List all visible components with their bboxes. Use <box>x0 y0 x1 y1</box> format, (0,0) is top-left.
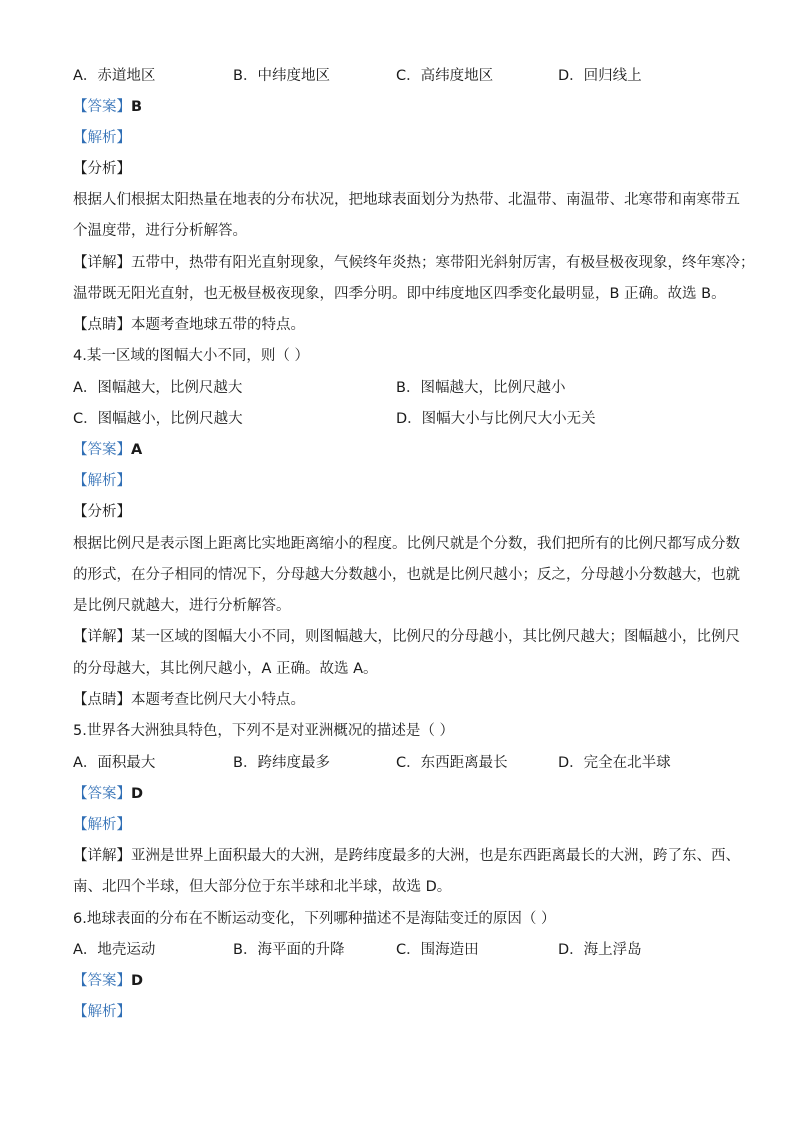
q3-option-a: A．赤道地区 <box>73 68 156 84</box>
q4-option-c: C．图幅越小，比例尺越大 <box>73 411 243 427</box>
q4-fenxi-label: 【分析】 <box>73 504 131 520</box>
q5-answer: D <box>131 786 144 802</box>
q4-point-line <box>73 690 723 710</box>
q4-option-d: D．图幅大小与比例尺大小无关 <box>396 411 596 427</box>
detail-label: 【详解】 <box>73 629 131 645</box>
q4-point-text: 本题考查比例尺大小特点。 <box>131 692 305 708</box>
q3-point-text: 本题考查地球五带的特点。 <box>131 317 305 333</box>
q4-fenxi-line-3: 是比例尺就越大，进行分析解答。 <box>73 598 291 614</box>
q4-answer-line <box>73 440 723 460</box>
q5-analysis-label: 【解析】 <box>73 817 131 833</box>
point-label: 【点睛】 <box>73 317 131 333</box>
q3-answer-line <box>73 97 723 117</box>
q5-question: 5.世界各大洲独具特色，下列不是对亚洲概况的描述是（ ） <box>73 723 454 739</box>
q3-fenxi-line-1: 根据人们根据太阳热量在地表的分布状况，把地球表面划分为热带、北温带、南温带、北寒带和南寒带五 <box>73 192 740 208</box>
point-label: 【点睛】 <box>73 692 131 708</box>
q6-option-a: A．地壳运动 <box>73 942 156 958</box>
q3-point-line <box>73 315 723 335</box>
q3-detail-line-1 <box>73 253 755 273</box>
q4-option-a: A．图幅越大，比例尺越大 <box>73 380 243 396</box>
q5-detail-line-2: 南、北四个半球，但大部分位于东半球和北半球，故选 D。 <box>73 879 452 895</box>
q3-fenxi-label: 【分析】 <box>73 161 131 177</box>
answer-label: 【答案】 <box>73 786 131 802</box>
q4-answer: A <box>131 442 143 458</box>
q5-option-b: B．跨纬度最多 <box>233 755 330 771</box>
q3-option-c: C．高纬度地区 <box>396 68 494 84</box>
q3-detail-text-1: 五带中，热带有阳光直射现象，气候终年炎热；寒带阳光斜射厉害，有极昼极夜现象，终年寒冷； <box>131 255 755 271</box>
q5-detail-line-1 <box>73 846 740 866</box>
q3-analysis-label: 【解析】 <box>73 130 131 146</box>
q5-answer-line <box>73 784 723 804</box>
q4-analysis-label: 【解析】 <box>73 473 131 489</box>
q5-option-d: D．完全在北半球 <box>558 755 671 771</box>
answer-label: 【答案】 <box>73 442 131 458</box>
answer-label: 【答案】 <box>73 973 131 989</box>
q6-option-b: B．海平面的升降 <box>233 942 345 958</box>
q6-question: 6.地球表面的分布在不断运动变化，下列哪种描述不是海陆变迁的原因（ ） <box>73 911 556 927</box>
q4-fenxi-line-1: 根据比例尺是表示图上距离比实地距离缩小的程度。比例尺就是个分数，我们把所有的比例尺都写成分数 <box>73 536 740 552</box>
q5-option-c: C．东西距离最长 <box>396 755 508 771</box>
q6-option-d: D．海上浮岛 <box>558 942 642 958</box>
q5-detail-text-1: 亚洲是世界上面积最大的大洲，是跨纬度最多的大洲，也是东西距离最长的大洲，跨了东、西、 <box>131 848 740 864</box>
q6-answer-line <box>73 971 723 991</box>
detail-label: 【详解】 <box>73 848 131 864</box>
q4-detail-line-1 <box>73 627 740 647</box>
detail-label: 【详解】 <box>73 255 131 271</box>
q4-option-b: B．图幅越大，比例尺越小 <box>396 380 566 396</box>
q3-answer: B <box>131 99 143 115</box>
q3-option-b: B．中纬度地区 <box>233 68 330 84</box>
q4-detail-text-1: 某一区域的图幅大小不同，则图幅越大，比例尺的分母越小，其比例尺越大；图幅越小，比例尺 <box>131 629 740 645</box>
q3-option-d: D．回归线上 <box>558 68 642 84</box>
q4-detail-line-2: 的分母越大，其比例尺越小，A 正确。故选 A。 <box>73 661 378 677</box>
q4-question: 4.某一区域的图幅大小不同，则（ ） <box>73 348 309 364</box>
q6-answer: D <box>131 973 144 989</box>
q3-detail-line-2: 温带既无阳光直射，也无极昼极夜现象，四季分明。即中纬度地区四季变化最明显，B 正确。故选 B。 <box>73 286 726 302</box>
q6-option-c: C．围海造田 <box>396 942 479 958</box>
q4-fenxi-line-2: 的形式，在分子相同的情况下，分母越大分数越小，也就是比例尺越小；反之，分母越小分数越大，也就 <box>73 567 740 583</box>
answer-label: 【答案】 <box>73 99 131 115</box>
q5-option-a: A．面积最大 <box>73 755 156 771</box>
q3-fenxi-line-2: 个温度带，进行分析解答。 <box>73 223 247 239</box>
q6-analysis-label: 【解析】 <box>73 1004 131 1020</box>
